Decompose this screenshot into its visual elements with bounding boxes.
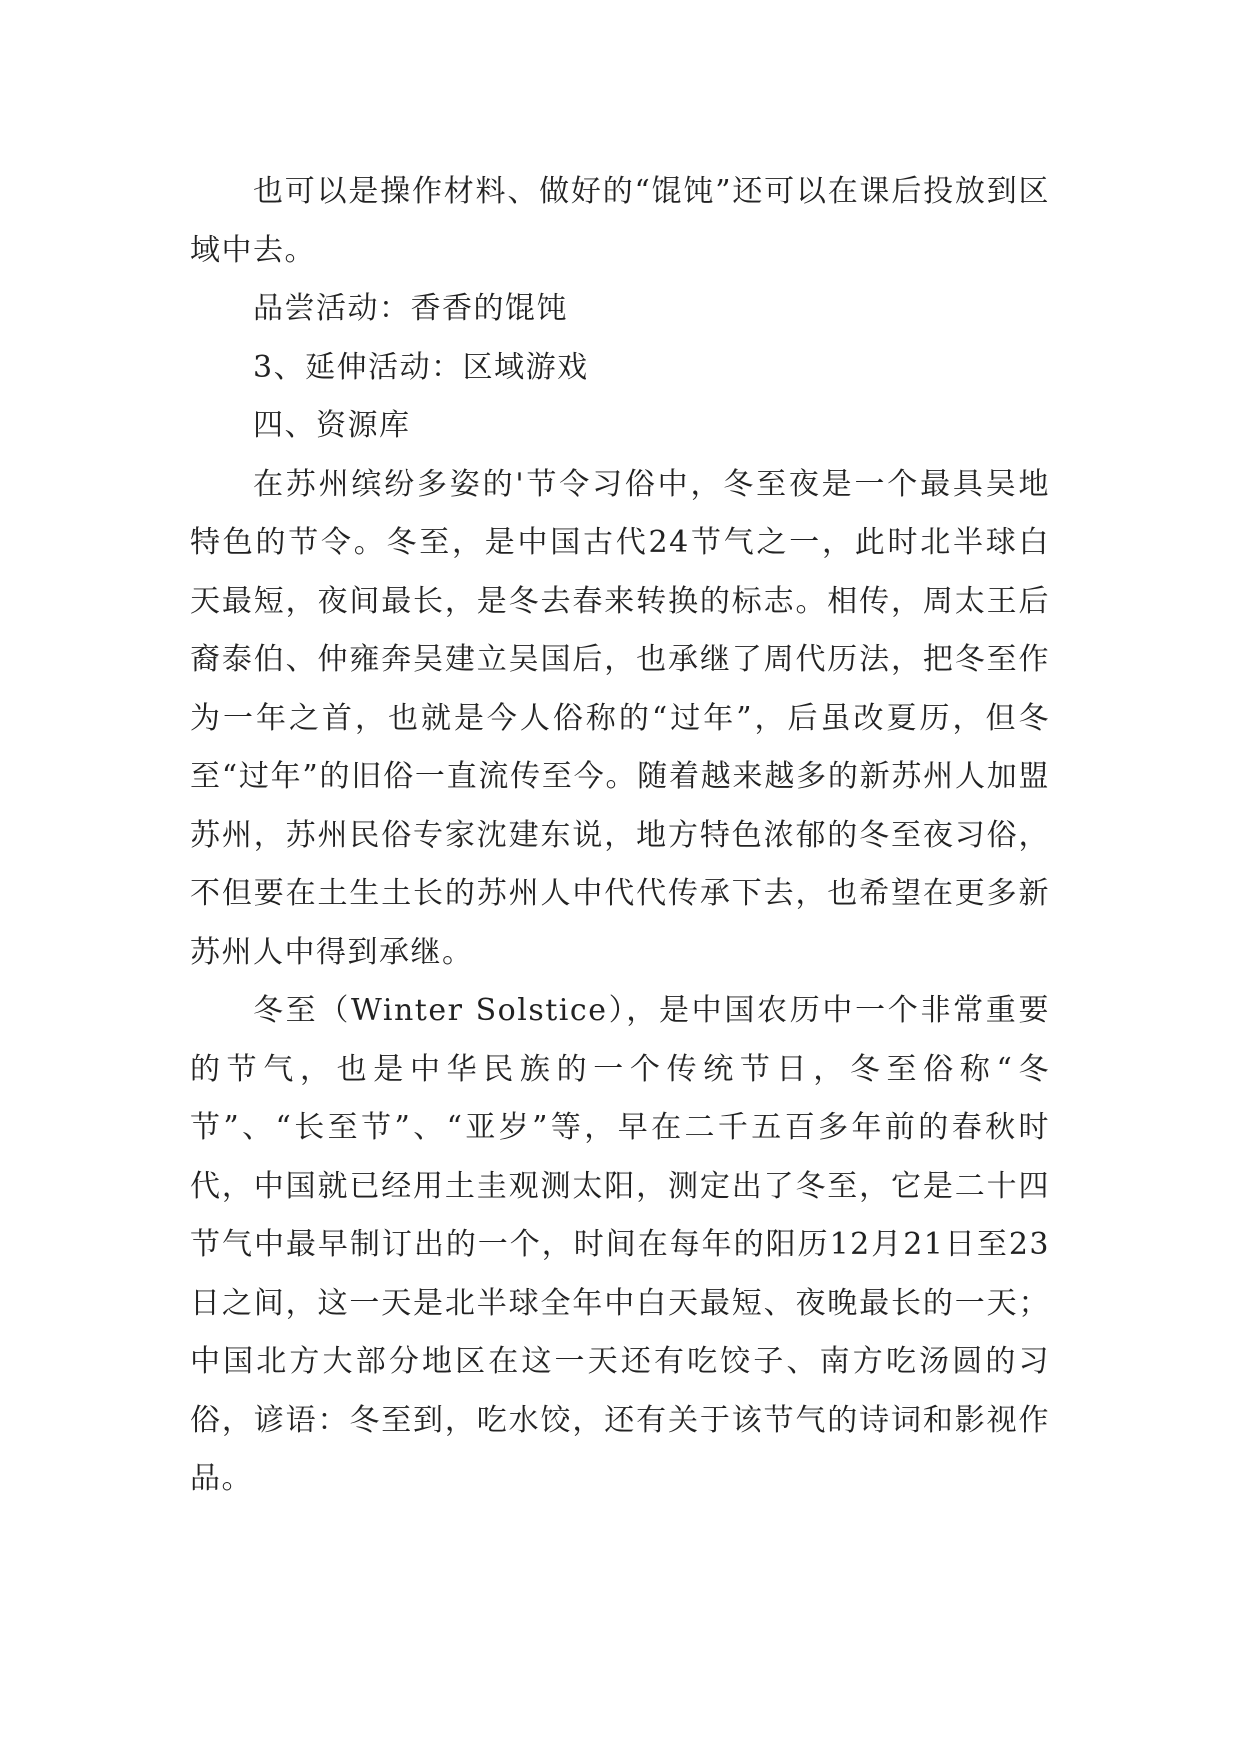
paragraph-winter-solstice-intro: 冬至（Winter Solstice），是中国农历中一个非常重要的节气，也是中华民族的一个传统节日，冬至俗称“冬节”、“长至节”、“亚岁”等，早在二千五百多年前的春秋时代，中国就已经用土圭观测太阳，测定出了冬至，它是二十四节气中最早制订出的一个，时间在每年的阳历12月21日至23日之间，这一天是北半球全年中白天最短、夜晚最长的一天；中国北方大部分地区在这一天还有吃饺子、南方吃汤圆的习俗，谚语：冬至到，吃水饺，还有关于该节气的诗词和影视作品。: [190, 993, 1050, 1496]
paragraph-tasting-activity: 品尝活动：香香的馄饨: [253, 291, 568, 326]
paragraph-continuation: 也可以是操作材料、做好的“馄饨”还可以在课后投放到区域中去。: [190, 174, 1050, 268]
section-heading-resources: 四、资源库: [253, 408, 411, 443]
paragraph-extension-activity: 3、延伸活动：区域游戏: [253, 349, 589, 385]
paragraph-suzhou-winter-solstice: 在苏州缤纷多姿的'节令习俗中，冬至夜是一个最具吴地特色的节令。冬至，是中国古代24节气之一，此时北半球白天最短，夜间最长，是冬去春来转换的标志。相传，周太王后裔泰伯、仲雍奔吴建立吴国后，也承继了周代历法，把冬至作为一年之首，也就是今人俗称的“过年”，后虽改夏历，但冬至“过年”的旧俗一直流传至今。随着越来越多的新苏州人加盟苏州，苏州民俗专家沈建东说，地方特色浓郁的冬至夜习俗，不但要在土生土长的苏州人中代代传承下去，也希望在更多新苏州人中得到承继。: [190, 466, 1050, 970]
document-body: [190, 163, 1050, 1509]
